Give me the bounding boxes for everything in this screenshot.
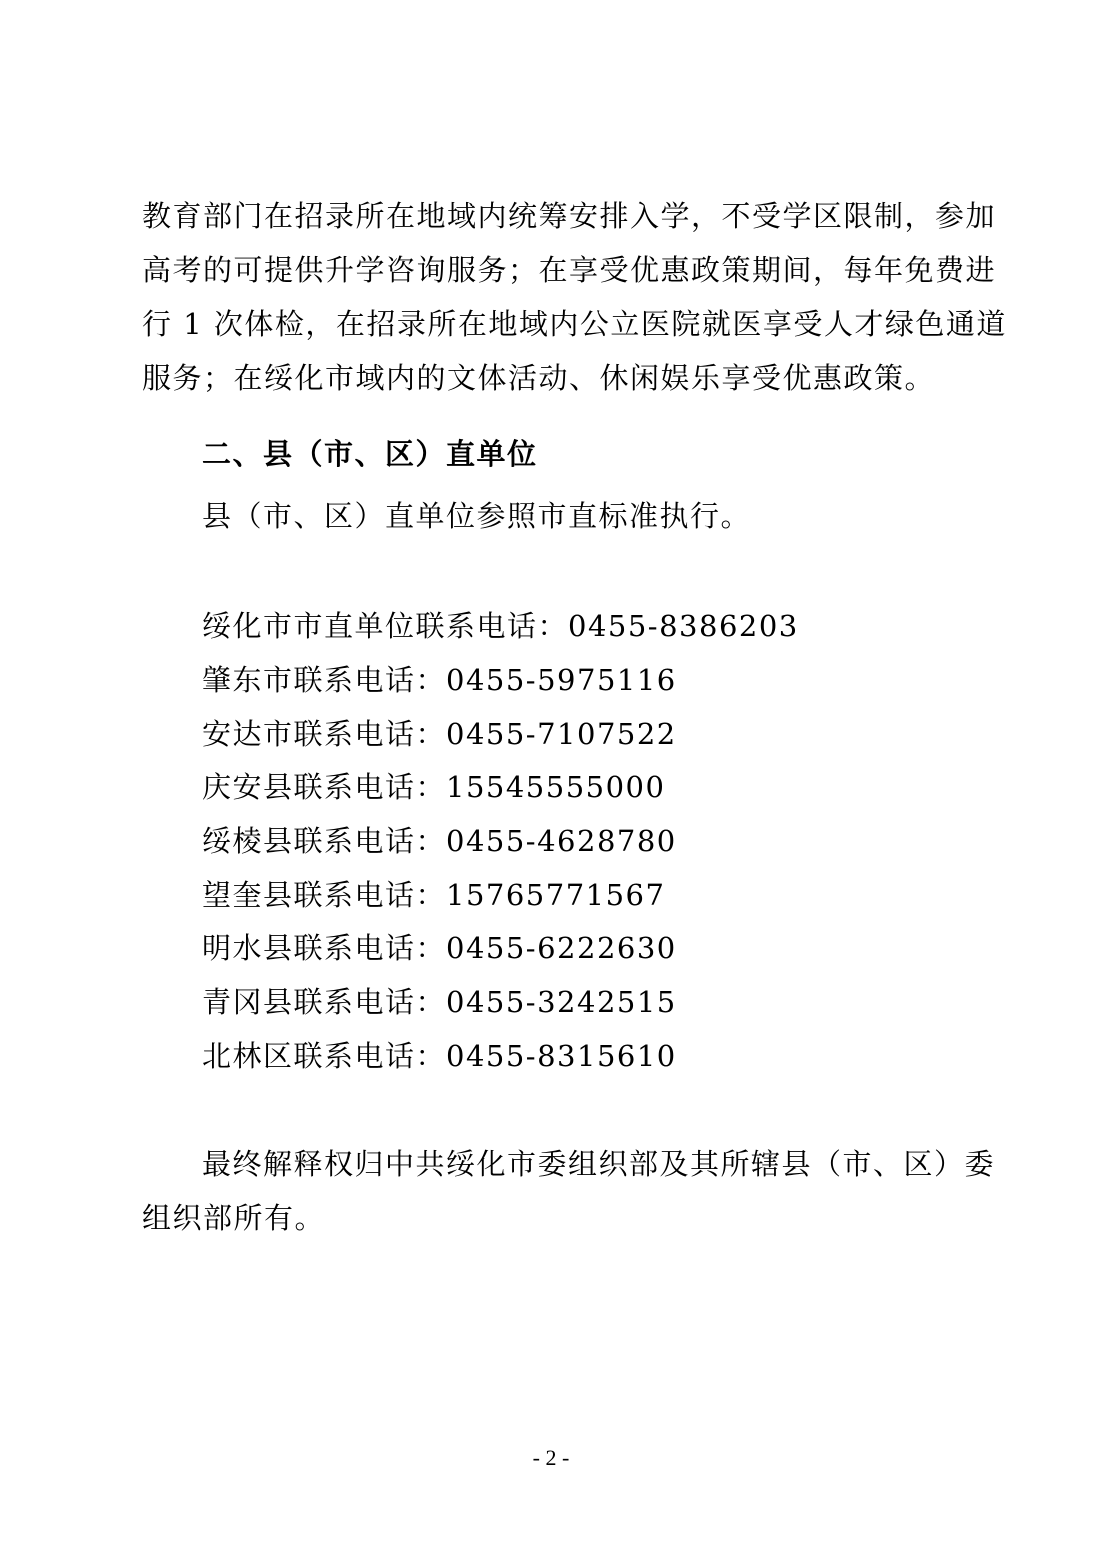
paragraph-line: 教育部门在招录所在地域内统筹安排入学，不受学区限制，参加 bbox=[142, 199, 997, 233]
contact-line: 安达市联系电话：0455-7107522 bbox=[202, 717, 677, 751]
section-heading: 二、县（市、区）直单位 bbox=[202, 437, 538, 471]
page-number: - 2 - bbox=[532, 1445, 570, 1470]
section-body: 县（市、区）直单位参照市直标准执行。 bbox=[202, 499, 752, 533]
contact-line: 庆安县联系电话：15545555000 bbox=[202, 770, 666, 804]
contact-line: 绥棱县联系电话：0455-4628780 bbox=[202, 824, 677, 858]
contact-line: 北林区联系电话：0455-8315610 bbox=[202, 1039, 677, 1073]
paragraph-line: 高考的可提供升学咨询服务；在享受优惠政策期间，每年免费进 bbox=[142, 253, 997, 287]
contact-line: 绥化市市直单位联系电话：0455-8386203 bbox=[202, 609, 799, 643]
contact-line: 肇东市联系电话：0455-5975116 bbox=[202, 663, 677, 697]
contact-line: 青冈县联系电话：0455-3242515 bbox=[202, 985, 677, 1019]
contact-line: 明水县联系电话：0455-6222630 bbox=[202, 931, 677, 965]
closing-line: 组织部所有。 bbox=[142, 1201, 326, 1235]
paragraph-line: 服务；在绥化市域内的文体活动、休闲娱乐享受优惠政策。 bbox=[142, 361, 936, 395]
closing-line: 最终解释权归中共绥化市委组织部及其所辖县（市、区）委 bbox=[202, 1147, 996, 1181]
contact-line: 望奎县联系电话：15765771567 bbox=[202, 878, 666, 912]
paragraph-line: 行 1 次体检，在招录所在地域内公立医院就医享受人才绿色通道 bbox=[142, 307, 1007, 341]
